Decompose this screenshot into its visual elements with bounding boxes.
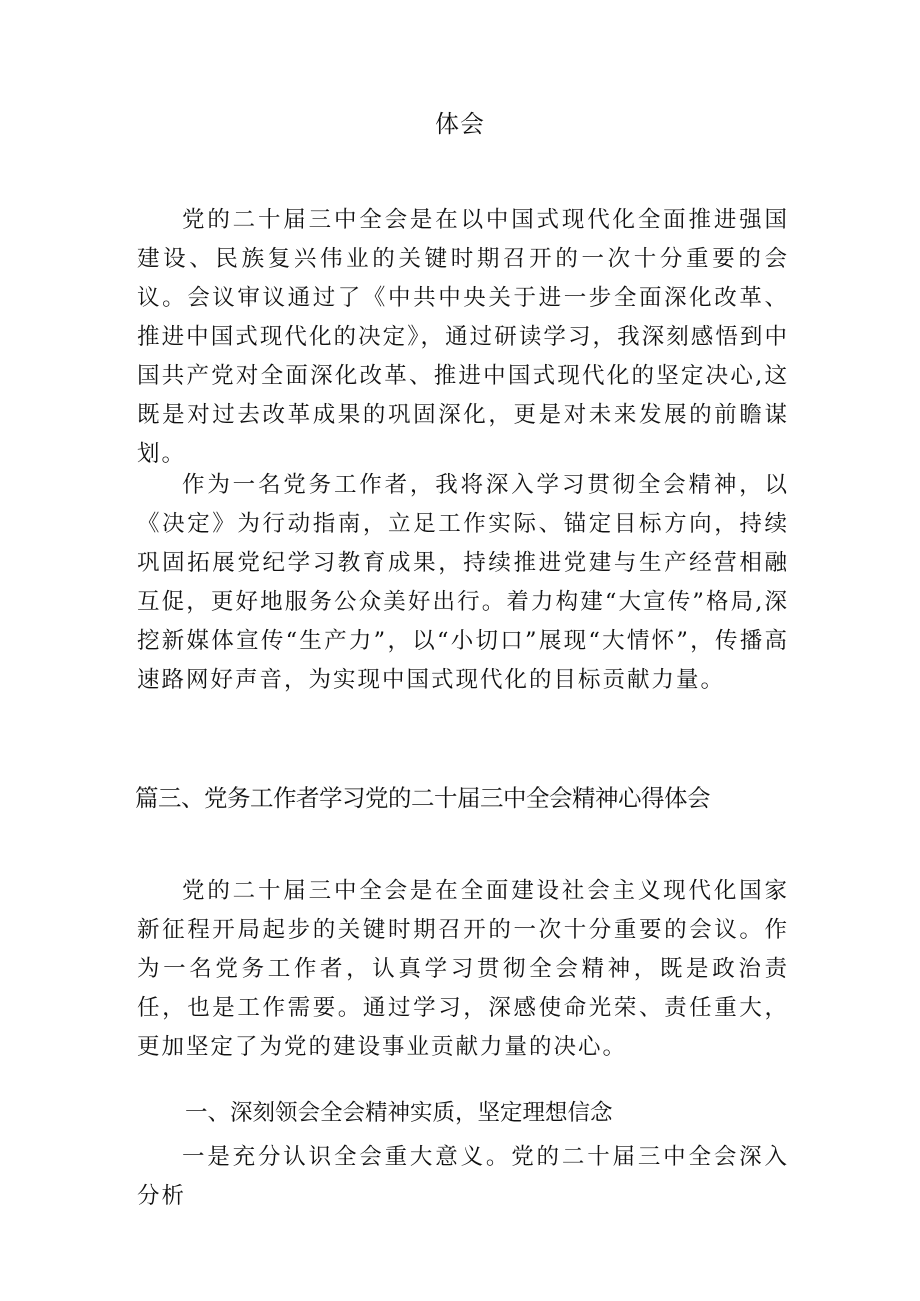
subsection-heading: 一、深刻领会全会精神实质，坚定理想信念 (185, 1100, 613, 1126)
page-title: 体会 (435, 110, 485, 138)
body-paragraph: 党的二十届三中全会是在全面建设社会主义现代化国家新征程开局起步的关键时期召开的一次十分重要的会议。作为一名党务工作者，认真学习贯彻全会精神，既是政治责任，也是工作需要。通过学习，深感使命光荣、责任重大，更加坚定了为党的建设事业贡献力量的决心。 (137, 878, 789, 1060)
body-paragraph: 一是充分认识全会重大意义。党的二十届三中全会深入分析 (137, 1144, 789, 1209)
section-heading: 篇三、党务工作者学习党的二十届三中全会精神心得体会 (135, 784, 710, 812)
body-paragraph: 作为一名党务工作者，我将深入学习贯彻全会精神，以《决定》为行动指南，立足工作实际、锚定目标方向，持续巩固拓展党纪学习教育成果，持续推进党建与生产经营相融互促，更好地服务公众美好出行。着力构建“大宣传”格局,深挖新媒体宣传“生产力”，以“小切口”展现“大情怀”，传播高速路网好声音，为实现中国式现代化的目标贡献力量。 (137, 472, 789, 693)
body-paragraph: 党的二十届三中全会是在以中国式现代化全面推进强国建设、民族复兴伟业的关键时期召开的一次十分重要的会议。会议审议通过了《中共中央关于进一步全面深化改革、推进中国式现代化的决定》，通过研读学习，我深刻感悟到中国共产党对全面深化改革、推进中国式现代化的坚定决心,这既是对过去改革成果的巩固深化，更是对未来发展的前瞻谋划。 (137, 207, 789, 467)
